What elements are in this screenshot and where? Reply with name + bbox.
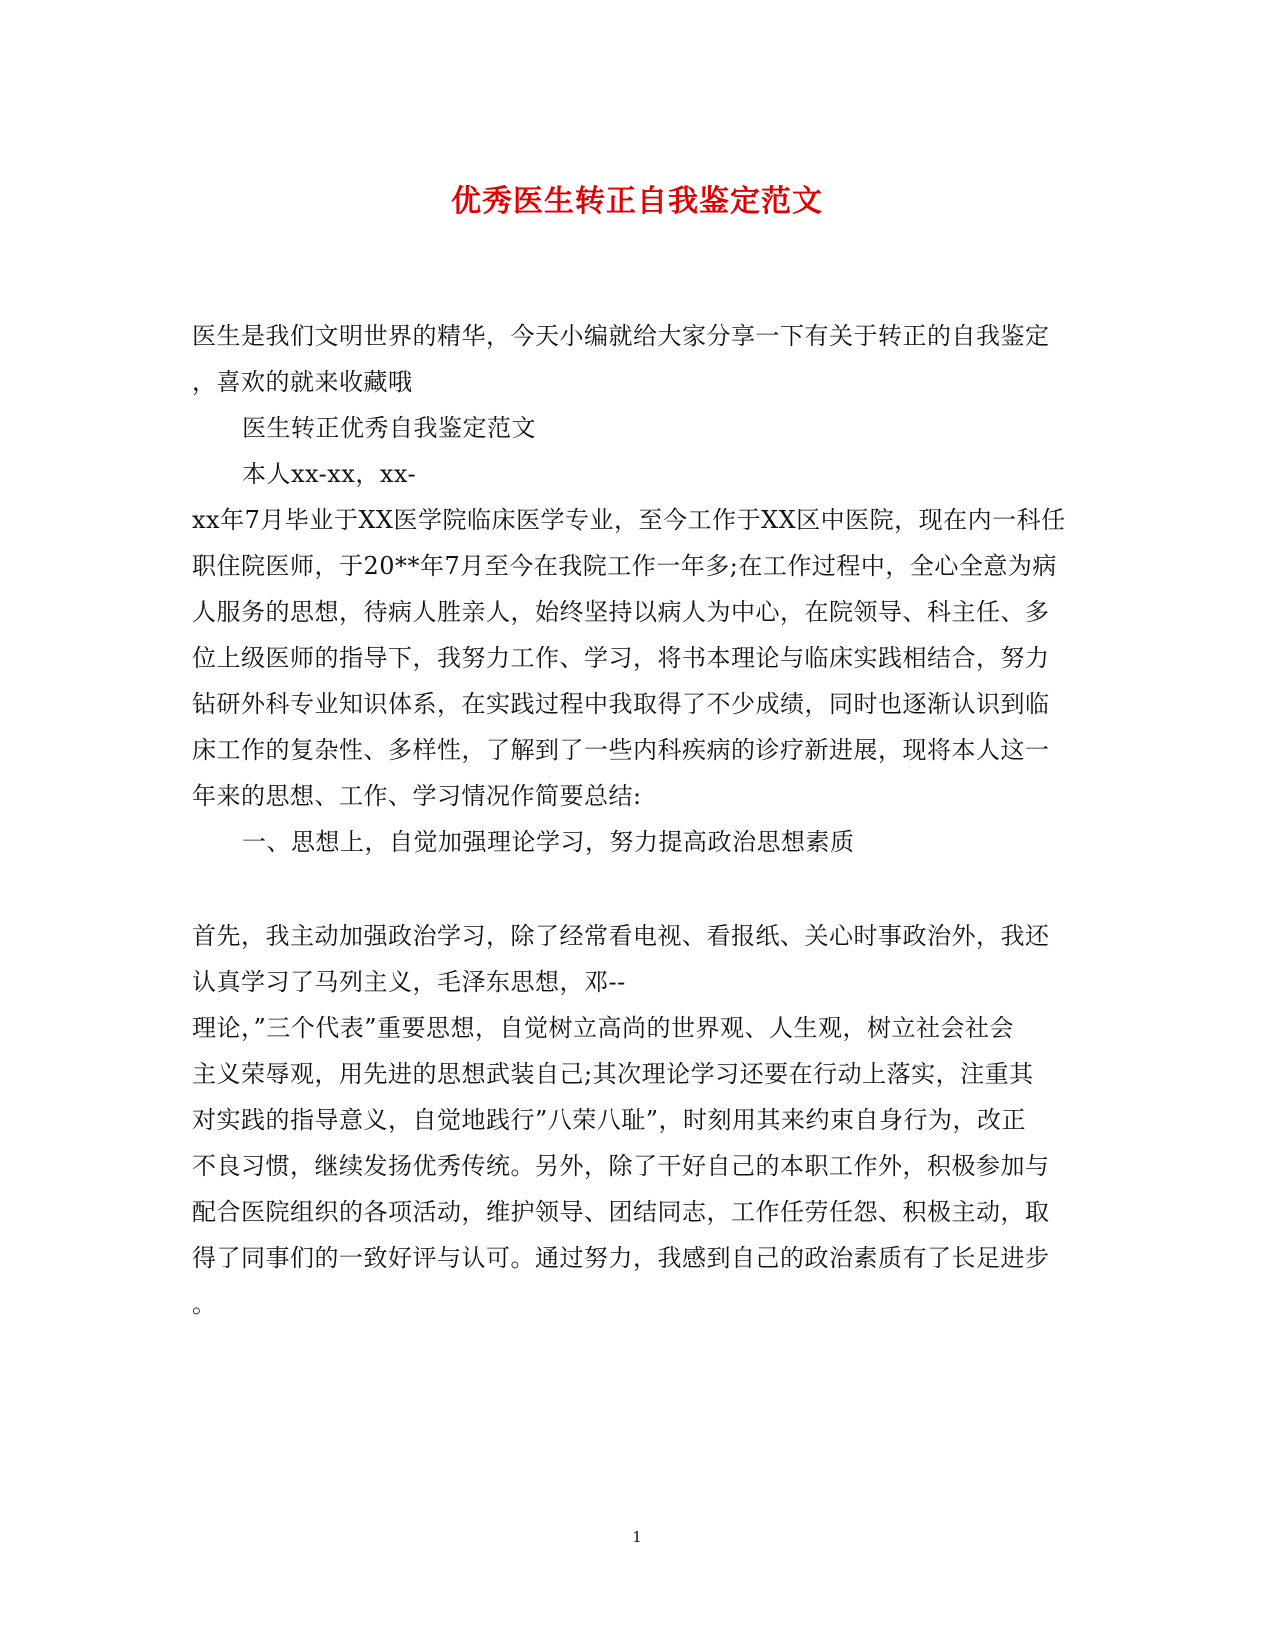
body-line-4: 本人xx-xx，xx- [242,460,417,488]
body-line-9: 钻研外科专业知识体系，在实践过程中我取得了不少成绩，同时也逐渐认识到临 [192,690,1050,718]
body-line-17: 对实践的指导意义，自觉地践行”八荣八耻”，时刻用其来约束自身行为，改正 [192,1106,1027,1134]
document-title: 优秀医生转正自我鉴定范文 [451,184,823,219]
body-line-21: 。 [192,1290,217,1318]
body-line-20: 得了同事们的一致好评与认可。通过努力，我感到自己的政治素质有了长足进步 [192,1244,1050,1272]
body-line-2: ，喜欢的就来收藏哦 [192,368,413,396]
page-number: 1 [632,1528,642,1546]
body-line-16: 主义荣辱观，用先进的思想武装自己;其次理论学习还要在行动上落实，注重其 [192,1060,1034,1088]
section-heading-1: 一、思想上，自觉加强理论学习，努力提高政治思想素质 [242,828,855,856]
body-line-6: 职住院医师，于20**年7月至今在我院工作一年多;在工作过程中，全心全意为病 [192,552,1057,580]
body-line-5: xx年7月毕业于XX医学院临床医学专业，至今工作于XX区中医院，现在内一科任 [192,506,1066,534]
body-line-11: 年来的思想、工作、学习情况作简要总结: [192,782,642,810]
body-line-13: 首先，我主动加强政治学习，除了经常看电视、看报纸、关心时事政治外，我还 [192,922,1050,950]
body-line-10: 床工作的复杂性、多样性，了解到了一些内科疾病的诊疗新进展，现将本人这一 [192,736,1050,764]
body-line-15: 理论，”三个代表”重要思想，自觉树立高尚的世界观、人生观，树立社会社会 [192,1014,1015,1042]
body-line-7: 人服务的思想，待病人胜亲人，始终坚持以病人为中心，在院领导、科主任、多 [192,598,1050,626]
section-title: 医生转正优秀自我鉴定范文 [242,414,536,442]
body-line-8: 位上级医师的指导下，我努力工作、学习，将书本理论与临床实践相结合，努力 [192,644,1050,672]
body-line-1: 医生是我们文明世界的精华，今天小编就给大家分享一下有关于转正的自我鉴定 [192,322,1050,350]
body-line-19: 配合医院组织的各项活动，维护领导、团结同志，工作任劳任怨、积极主动，取 [192,1198,1050,1226]
body-line-18: 不良习惯，继续发扬优秀传统。另外，除了干好自己的本职工作外，积极参加与 [192,1152,1050,1180]
body-line-14: 认真学习了马列主义，毛泽东思想，邓-- [192,968,626,996]
